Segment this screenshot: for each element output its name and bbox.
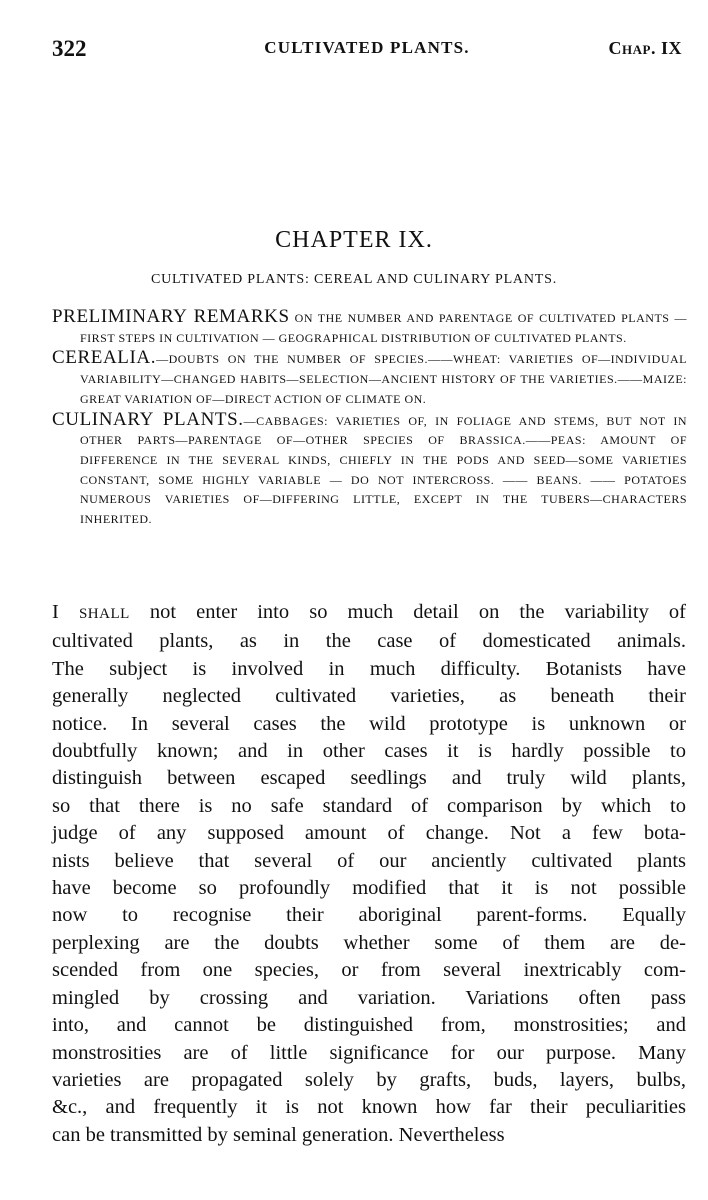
body-line: can be transmitted by seminal generation. Nevertheless	[52, 1123, 505, 1146]
body-line: scended from one species, or from several inextricably com-	[52, 959, 686, 982]
body-line: so that there is no safe standard of comparison by which to	[52, 794, 686, 817]
body-line: varieties are propagated solely by grafts, buds, layers, bulbs,	[52, 1068, 686, 1091]
page-number: 322	[52, 36, 87, 61]
summary-text: —CABBAGES: VARIETIES OF, IN FOLIAGE AND STEMS, BUT NOT IN OTHER PARTS—PARENTAGE OF—OTHER SPECIES OF BRASSICA.——PEAS: AMOUNT OF DIFFERENCE IN THE SEVERAL KINDS, CHIEFLY IN THE PODS AND SEED—SOME VARIETIES CONSTANT, SOME HIGHLY VARIABLE — DO NOT INTERCROSS. —— BEANS. —— POTATOES NUMEROUS VARIETIES OF—DIFFERING LITTLE, EXCEPT IN THE TUBERS—CHARACTERS INHERITED.	[80, 413, 687, 527]
running-head	[52, 36, 682, 66]
body-paragraph	[52, 599, 686, 1149]
body-line: mingled by crossing and variation. Variations often pass	[52, 986, 686, 1009]
body-line: distinguish between escaped seedlings and truly wild plants,	[52, 767, 686, 790]
body-line: generally neglected cultivated varieties, as beneath their	[52, 685, 686, 708]
body-line: judge of any supposed amount of change. Not a few bota-	[52, 822, 686, 845]
body-line: notice. In several cases the wild prototype is unknown or	[52, 712, 686, 735]
body-line: nists believe that several of our anciently cultivated plants	[52, 849, 686, 872]
body-line: I SHALL not enter into so much detail on the variability of	[52, 601, 686, 623]
body-line: cultivated plants, as in the case of domesticated animals.	[52, 630, 686, 653]
chapter-subtitle: CULTIVATED PLANTS: CEREAL AND CULINARY PLANTS.	[150, 272, 557, 287]
summary-text: —DOUBTS ON THE NUMBER OF SPECIES.——WHEAT: VARIETIES OF—INDIVIDUAL VARIABILITY—CHANGED HABITS—SELECTION—ANCIENT HISTORY OF THE VARIETIES.——MAIZE: GREAT VARIATION OF—DIRECT ACTION OF CLIMATE ON.	[80, 352, 687, 406]
chapter-reference: Chap. IX	[608, 38, 682, 58]
body-line: The subject is involved in much difficulty. Botanists have	[52, 657, 686, 680]
summary-paragraph-cerealia	[52, 347, 687, 409]
summary-lead: PRELIMINARY REMARKS	[52, 306, 290, 327]
dropcap: I	[52, 601, 59, 623]
body-line: doubtfully known; and in other cases it is hardly possible to	[52, 740, 686, 763]
summary-paragraph-culinary	[52, 408, 687, 530]
body-line: into, and cannot be distinguished from, monstrosities; and	[52, 1014, 686, 1037]
body-line: perplexing are the doubts whether some of them are de-	[52, 931, 686, 954]
body-line: now to recognise their aboriginal parent-forms. Equally	[52, 904, 686, 927]
running-title: CULTIVATED PLANTS.	[264, 38, 470, 57]
body-line: monstrosities are of little significance for our purpose. Many	[52, 1041, 686, 1064]
smallcaps-word: SHALL	[78, 606, 130, 622]
chapter-heading: CHAPTER IX.	[275, 227, 433, 253]
body-line: &c., and frequently it is not known how far their peculiarities	[52, 1096, 686, 1119]
chapter-summary	[52, 307, 687, 530]
summary-text: ON THE NUMBER AND PARENTAGE OF CULTIVATED PLANTS — FIRST STEPS IN CULTIVATION — GEOGRAPHICAL DISTRIBUTION OF CULTIVATED PLANTS.	[80, 311, 687, 345]
summary-paragraph-preliminary	[52, 306, 687, 348]
body-line: have become so profoundly modified that it is not possible	[52, 877, 686, 900]
summary-lead: CULINARY PLANTS.	[52, 408, 244, 430]
summary-lead: CEREALIA.	[52, 347, 157, 369]
